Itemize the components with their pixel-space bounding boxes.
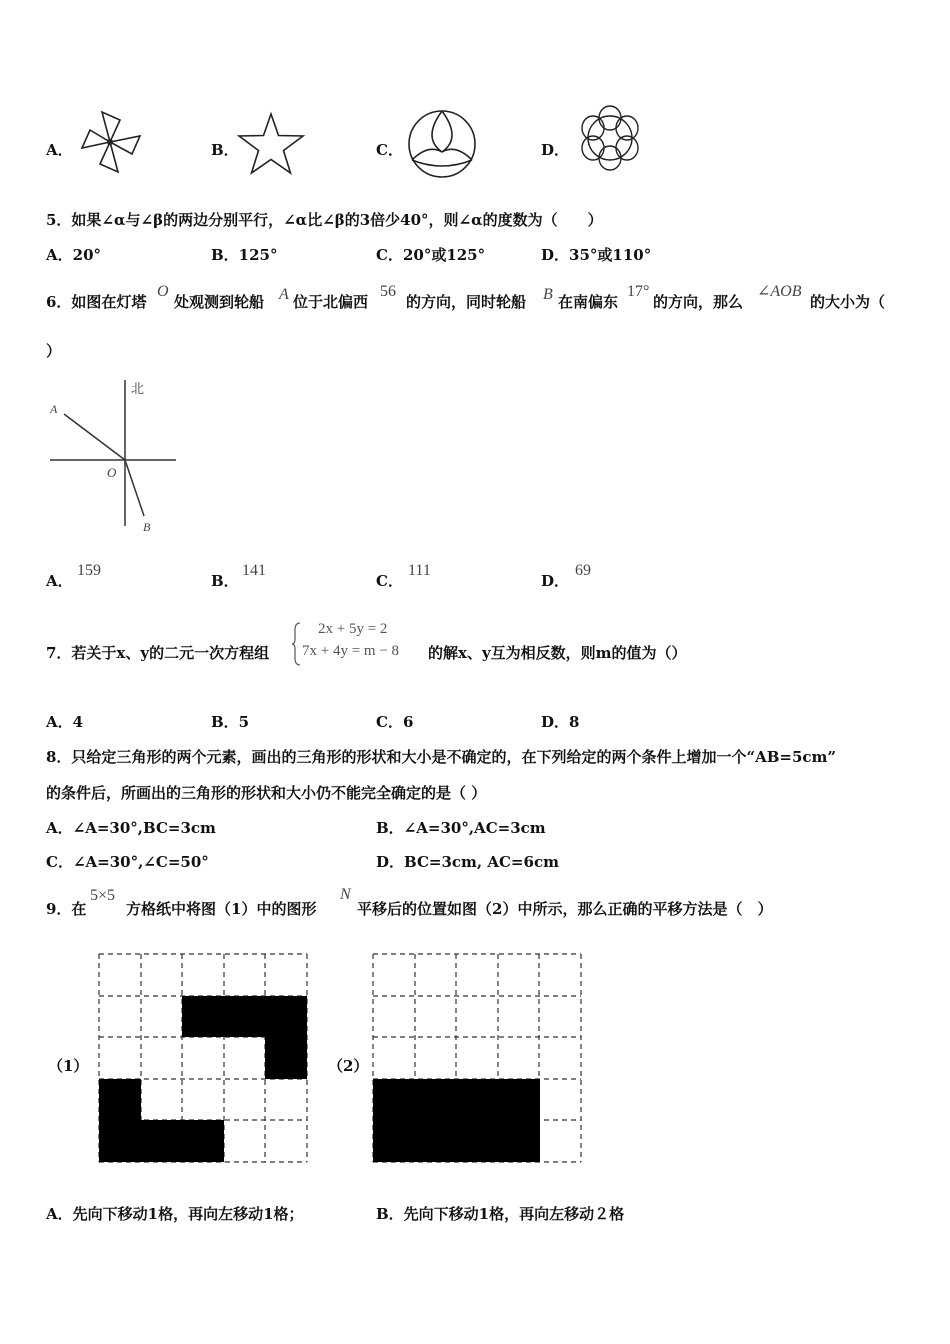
- q6-option-d-value: 69: [575, 562, 591, 579]
- q8-option-b: B．∠A=30°,AC=3cm: [376, 819, 546, 837]
- q4-option-a-label: A．: [46, 141, 73, 159]
- q6-option-c-label: C．: [376, 572, 403, 590]
- circle-with-three-arcs-icon: [406, 108, 478, 180]
- q4-option-b-label: B．: [211, 141, 239, 159]
- q7-option-b: B．5: [211, 713, 250, 731]
- q5-option-c: C．20°或125°: [376, 246, 486, 264]
- q7-stem-part1: 7．若关于x、y的二元一次方程组: [46, 644, 270, 662]
- q6-option-c-value: 111: [408, 562, 431, 579]
- q6-option-d-label: D．: [541, 572, 570, 590]
- q6-angle-17: 17°: [627, 283, 650, 300]
- q8-stem-line2: 的条件后，所画出的三角形的形状和大小仍不能完全确定的是（ ）: [46, 784, 487, 802]
- q9-option-b: B．先向下移动1格，再向左移动２格: [376, 1205, 625, 1223]
- q8-option-d: D．BC=3cm, AC=6cm: [376, 853, 559, 871]
- q9-option-a: A．先向下移动1格，再向左移动1格；: [46, 1205, 304, 1223]
- q6-stem-part7: 的大小为（: [810, 293, 886, 311]
- q5-option-a: A．20°: [46, 246, 102, 264]
- q6-option-a-value: 159: [77, 562, 101, 579]
- q6-figure-label-b: B: [143, 520, 151, 534]
- q6-figure-label-a: A: [50, 402, 58, 416]
- q6-stem-part2: 处观测到轮船: [174, 293, 265, 311]
- q7-option-d: D．8: [541, 713, 580, 731]
- star-shape-icon: [237, 112, 305, 174]
- q6-stem-close: ）: [46, 342, 62, 360]
- q8-stem-line1: 8．只给定三角形的两个元素，画出的三角形的形状和大小是不确定的，在下列给定的两个条件上增加一个“AB=5cm”: [46, 748, 837, 766]
- q6-stem-part1: 6．如图在灯塔: [46, 293, 147, 311]
- pinwheel-shape-icon: [80, 110, 142, 176]
- q6-angle-aob: ∠AOB: [757, 283, 802, 300]
- q9-figure1-label: （1）: [48, 1057, 89, 1075]
- q6-stem-part5: 在南偏东: [558, 293, 619, 311]
- q9-stem-part2: 方格纸中将图（1）中的图形: [126, 900, 317, 918]
- q9-stem-part3: 平移后的位置如图（2）中所示，那么正确的平移方法是（ ）: [357, 900, 773, 918]
- q5-option-b: B．125°: [211, 246, 278, 264]
- q5-stem: 5．如果∠α与∠β的两边分别平行，∠α比∠β的3倍少40°，则∠α的度数为（ ）: [46, 211, 603, 229]
- q8-option-c: C．∠A=30°,∠C=50°: [46, 853, 209, 871]
- six-petal-flower-icon: [574, 102, 646, 174]
- q9-figure2-label: （2）: [328, 1057, 369, 1075]
- q6-option-b-value: 141: [242, 562, 266, 579]
- q7-system-brace: [292, 622, 302, 666]
- q7-option-a: A．4: [46, 713, 84, 731]
- q6-point-o: O: [157, 283, 169, 300]
- q6-option-a-label: A．: [46, 572, 73, 590]
- q4-option-d-label: D．: [541, 141, 570, 159]
- q6-north-label: 北: [131, 381, 145, 396]
- q6-point-a: A: [279, 286, 289, 303]
- q5-option-d: D．35°或110°: [541, 246, 652, 264]
- q7-stem-part2: 的解x、y互为相反数，则m的值为（）: [428, 644, 687, 662]
- q6-angle-56: 56: [380, 283, 396, 300]
- q9-stem-part1: 9．在: [46, 900, 87, 918]
- q6-stem-part6: 的方向，那么: [653, 293, 744, 311]
- q7-option-c: C．6: [376, 713, 414, 731]
- q6-point-b: B: [543, 286, 553, 303]
- q6-stem-part4: 的方向，同时轮船: [406, 293, 527, 311]
- q8-option-a: A．∠A=30°,BC=3cm: [46, 819, 216, 837]
- q6-stem-part3: 位于北偏西: [293, 293, 369, 311]
- q9-figure-n: N: [340, 886, 351, 903]
- q6-option-b-label: B．: [211, 572, 239, 590]
- q7-equation-1: 2x + 5y = 2: [318, 621, 388, 637]
- q9-grid-figure-1: [98, 953, 310, 1165]
- q6-direction-diagram: [44, 378, 184, 538]
- q4-option-c-label: C．: [376, 141, 403, 159]
- q9-grid-size: 5×5: [90, 887, 116, 904]
- q6-figure-label-o: O: [107, 465, 117, 480]
- q7-equation-2: 7x + 4y = m − 8: [302, 643, 400, 659]
- q9-grid-figure-2: [372, 953, 584, 1165]
